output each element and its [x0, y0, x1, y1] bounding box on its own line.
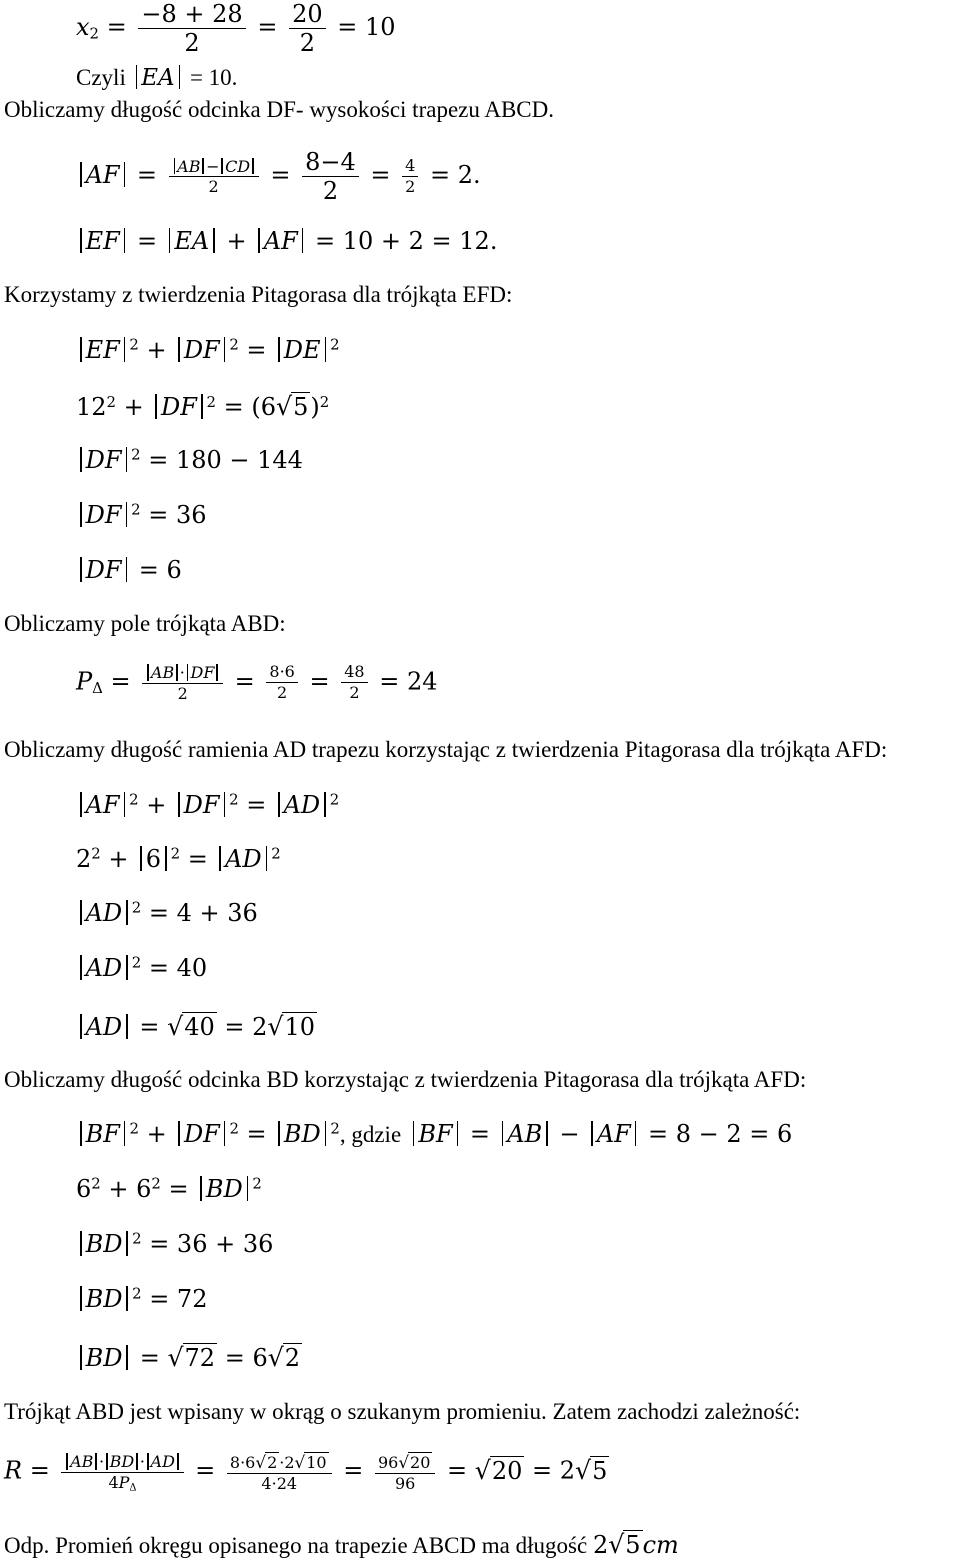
plus: +: [108, 1174, 129, 1203]
rad-72: 72: [184, 1344, 216, 1372]
den: 2: [208, 177, 219, 197]
var-df: DF: [183, 335, 220, 364]
paren: ): [310, 393, 320, 421]
eq-r: [4, 1452, 609, 1492]
line-bd: Obliczamy długość odcinka BD korzystając z twierdzenia Pitagorasa dla trójkąta AFD:: [4, 1067, 807, 1092]
czyli-val: = 10.: [189, 65, 238, 91]
eq-sign: =: [270, 161, 291, 189]
var-bf: BF: [418, 1119, 453, 1148]
line-oblicz-df: Obliczamy długość odcinka DF- wysokości trapezu ABCD.: [4, 97, 554, 122]
eq-sign: =: [106, 13, 127, 41]
var-df: DF: [85, 555, 122, 584]
var-df: DF: [190, 662, 215, 682]
sqrt-5: √5: [575, 1455, 608, 1485]
sq: 2: [132, 1229, 142, 1248]
eq-afd-2: [76, 846, 281, 871]
val-36: = 36: [148, 500, 207, 529]
var-ad: AD: [85, 1013, 123, 1041]
frac-8-28: [138, 2, 245, 55]
var-bd: BD: [109, 1451, 135, 1471]
eq-afd-4: [76, 955, 207, 980]
plus: +: [108, 844, 129, 873]
line-korzystamy: Korzystamy z twierdzenia Pitagorasa dla trójkąta EFD:: [4, 282, 513, 307]
eq-ef: [76, 228, 497, 253]
sq: 2: [329, 790, 340, 809]
sq: 2: [319, 392, 330, 411]
val-10: 10: [365, 13, 396, 41]
eq-2: = 2: [224, 1013, 268, 1041]
line-pole: Obliczamy pole trójkąta ABD:: [4, 611, 286, 636]
num: 8·6: [266, 664, 297, 683]
eq-sign: =: [136, 161, 157, 189]
val-180-144: = 180 − 144: [148, 445, 303, 474]
rad-20: 20: [410, 1453, 431, 1472]
eq-pole: [76, 664, 438, 702]
frac-ab-df: [142, 664, 223, 702]
eq-bd-1: [76, 1121, 792, 1146]
eq-sign: =: [139, 1013, 160, 1041]
eq-efd-2: [76, 392, 329, 419]
sq: 2: [132, 1284, 142, 1303]
den: 2: [277, 683, 288, 703]
eq-bd-3: [76, 1231, 273, 1256]
var-bd: BD: [205, 1174, 243, 1203]
eq-sign: =: [246, 790, 267, 819]
sub-delta: Δ: [129, 1482, 137, 1494]
sqrt-10: √10: [267, 1012, 316, 1041]
rad-2: 2: [267, 1453, 278, 1472]
eq-efd-5: [76, 557, 182, 582]
val-6: = 6: [138, 555, 182, 584]
plus: +: [226, 226, 247, 255]
sqrt-20: √20: [474, 1455, 523, 1485]
gdzie: , gdzie: [339, 1121, 402, 1147]
var-p: P: [76, 667, 93, 696]
sq: 2: [129, 1119, 139, 1138]
frac-ab-cd: [169, 158, 259, 196]
eq-sign: =: [469, 1119, 491, 1148]
var-ab: AB: [150, 662, 175, 682]
eq-sign: =: [187, 844, 208, 873]
val-6: 6: [136, 1174, 152, 1203]
czyli-word: Czyli: [76, 65, 126, 91]
paren: (: [251, 393, 261, 421]
sq: 2: [131, 953, 142, 972]
sq: 2: [151, 1174, 161, 1193]
den-4-24: 4·24: [261, 1474, 298, 1493]
eq-efd-4: [76, 502, 206, 527]
plus: +: [146, 1119, 167, 1148]
num-dot-2: ·2: [279, 1453, 295, 1472]
den: 2: [349, 683, 360, 703]
eq-sign: =: [370, 161, 391, 189]
eq-2: = 2: [532, 1456, 576, 1485]
num: −8 + 28: [138, 2, 245, 29]
sq: 2: [229, 1119, 239, 1138]
sub-2: 2: [89, 24, 100, 43]
eq-sign: =: [246, 335, 267, 364]
den: 2: [405, 177, 416, 196]
eq-afd-3: [76, 900, 258, 925]
den-96: 96: [395, 1474, 416, 1493]
eq-efd-1: [76, 337, 340, 362]
sq: 2: [206, 392, 216, 411]
unit-cm: cm: [642, 1531, 679, 1559]
odp-2: 2: [592, 1531, 609, 1559]
eq-sign: =: [29, 1456, 50, 1485]
var-ad: AD: [225, 844, 262, 873]
eq-afd-1: [76, 792, 339, 817]
var-df: DF: [161, 393, 197, 421]
var-r: R: [4, 1456, 23, 1485]
eq-afd-5: [76, 1012, 317, 1039]
var-ea: EA: [174, 226, 210, 255]
val-24: = 24: [379, 667, 438, 696]
odp-text: Odp. Promień okręgu opisanego na trapezie ABCD ma długość: [4, 1533, 588, 1558]
frac-48-2: [341, 664, 367, 701]
sq: 2: [129, 335, 139, 354]
eq-sign: =: [168, 1174, 189, 1203]
den: 2: [177, 683, 188, 703]
dot: ·: [139, 1451, 145, 1471]
var-bd: BD: [85, 1229, 123, 1258]
val-12: 12: [76, 393, 107, 421]
eq-sign: =: [246, 1119, 267, 1148]
dot: ·: [98, 1451, 105, 1471]
sq: 2: [271, 844, 281, 863]
plus: +: [123, 393, 144, 421]
val-36-36: = 36 + 36: [149, 1229, 274, 1258]
var-ad: AD: [85, 898, 123, 927]
rad-10: 10: [306, 1453, 327, 1472]
sq: 2: [170, 844, 181, 863]
sqrt-40: √40: [167, 1012, 215, 1041]
var-ab: AB: [70, 1451, 94, 1471]
rad-20: 20: [491, 1456, 523, 1485]
sq: 2: [252, 1174, 262, 1193]
val-72: = 72: [149, 1284, 208, 1313]
sq: 2: [330, 335, 340, 354]
den: 2: [299, 29, 315, 57]
sqrt-72: √72: [167, 1343, 216, 1372]
sq: 2: [131, 500, 141, 519]
val-6: 6: [145, 844, 162, 873]
frac-r-2: $\frac{8\cdot 6√2 \cdot 2√10}{4\cdot 24}$: [227, 1452, 332, 1492]
val-40: = 40: [148, 953, 208, 982]
sq: 2: [91, 1174, 101, 1193]
eq-sign: =: [257, 13, 278, 41]
eq-sign: =: [139, 1344, 160, 1372]
var-ef: EF: [85, 226, 120, 255]
var-af: AF: [85, 790, 120, 819]
eq-sign: =: [223, 393, 244, 421]
var-af: AF: [85, 161, 120, 189]
rad-2: 2: [284, 1344, 301, 1372]
plus: +: [146, 790, 167, 819]
num-96: 96: [377, 1453, 399, 1472]
num-8-6: 8·6: [229, 1453, 256, 1472]
sq: 2: [229, 335, 239, 354]
rad-40: 40: [184, 1013, 215, 1041]
val-2: 2: [76, 844, 92, 873]
eq-sign: =: [337, 13, 358, 41]
eq-sign: =: [309, 667, 330, 696]
eq-af: [76, 150, 481, 203]
var-ad: AD: [283, 790, 321, 819]
line-czyli: [76, 65, 237, 90]
sq: 2: [229, 790, 239, 809]
minus: −: [206, 156, 220, 176]
frac-4-2: [402, 158, 418, 195]
var-ab: AB: [507, 1119, 543, 1148]
sq: 2: [131, 445, 141, 464]
var-bd: BD: [85, 1344, 123, 1372]
eq-sign: =: [195, 1456, 216, 1485]
eq-bd-2: [76, 1176, 262, 1201]
line-wpisany: Trójkąt ABD jest wpisany w okrąg o szukanym promieniu. Zatem zachodzi zależność:: [4, 1399, 801, 1424]
var-df: DF: [183, 790, 220, 819]
sub-delta: Δ: [92, 679, 103, 698]
num: 20: [289, 2, 326, 29]
rad-5: 5: [592, 1456, 608, 1485]
var-bd: BD: [85, 1284, 123, 1313]
var-af: AF: [596, 1119, 631, 1148]
eq-bd-4: [76, 1286, 207, 1311]
eq-sign: =: [343, 1456, 364, 1485]
val-4-36: = 4 + 36: [148, 898, 258, 927]
res-2: = 2.: [430, 161, 481, 189]
sq: 2: [91, 844, 101, 863]
var-bd: BD: [283, 1119, 321, 1148]
eq-x2: [76, 2, 396, 55]
den: 2: [184, 29, 200, 57]
var-ef: EF: [85, 335, 120, 364]
frac-8-6: [266, 664, 297, 701]
num: 4: [402, 158, 418, 177]
frac-8-4: [302, 150, 359, 203]
val-6: 6: [76, 1174, 92, 1203]
eq-sign: =: [447, 1456, 468, 1485]
eq-bd-5: [76, 1343, 302, 1370]
val-8-2-6: = 8 − 2 = 6: [648, 1119, 793, 1148]
sq: 2: [106, 392, 117, 411]
val-4: 4: [108, 1472, 119, 1492]
var-ea: EA: [141, 65, 175, 92]
eq-sign: =: [137, 226, 158, 255]
var-af: AF: [263, 226, 298, 255]
sqrt-5: √5: [276, 392, 309, 421]
minus: −: [559, 1119, 580, 1148]
frac-r-3: $\frac{96√20}{96}$: [375, 1452, 435, 1492]
var-de: DE: [283, 335, 321, 364]
num: 8−4: [302, 150, 359, 177]
line-odp: Odp. Promień okręgu opisanego na trapezie ABCD ma długość 2√5cm: [4, 1530, 679, 1559]
frac-20-2: [289, 2, 326, 55]
var-ad: AD: [150, 1451, 175, 1471]
rad-5: 5: [293, 393, 309, 421]
var-df: DF: [85, 445, 122, 474]
var-df: DF: [183, 1119, 220, 1148]
sq: 2: [129, 790, 139, 809]
var-ad: AD: [85, 953, 123, 982]
var-x: x: [76, 13, 90, 41]
frac-r-1: [61, 1451, 183, 1494]
var-p: P: [118, 1472, 130, 1492]
var-cd: CD: [225, 156, 251, 176]
var-bf: BF: [85, 1119, 120, 1148]
rad-10: 10: [284, 1013, 316, 1041]
sq: 2: [330, 1119, 340, 1138]
den: 2: [322, 177, 339, 205]
ef-vals: = 10 + 2 = 12.: [315, 226, 498, 255]
eq-sign: =: [234, 667, 255, 696]
dot: ·: [179, 662, 185, 682]
num: 48: [341, 664, 367, 683]
line-ramie: Obliczamy długość ramienia AD trapezu korzystając z twierdzenia Pitagorasa dla trójkąta AFD:: [4, 737, 888, 762]
eq-efd-3: [76, 447, 303, 472]
var-df: DF: [85, 500, 122, 529]
eq-sign: =: [110, 667, 131, 696]
var-ab: AB: [177, 156, 201, 176]
rad-5: 5: [625, 1531, 641, 1559]
sqrt-2: √2: [267, 1343, 301, 1372]
eq-6: = 6: [224, 1344, 268, 1372]
val-6: 6: [260, 393, 277, 421]
sq: 2: [131, 898, 142, 917]
plus: +: [146, 335, 167, 364]
